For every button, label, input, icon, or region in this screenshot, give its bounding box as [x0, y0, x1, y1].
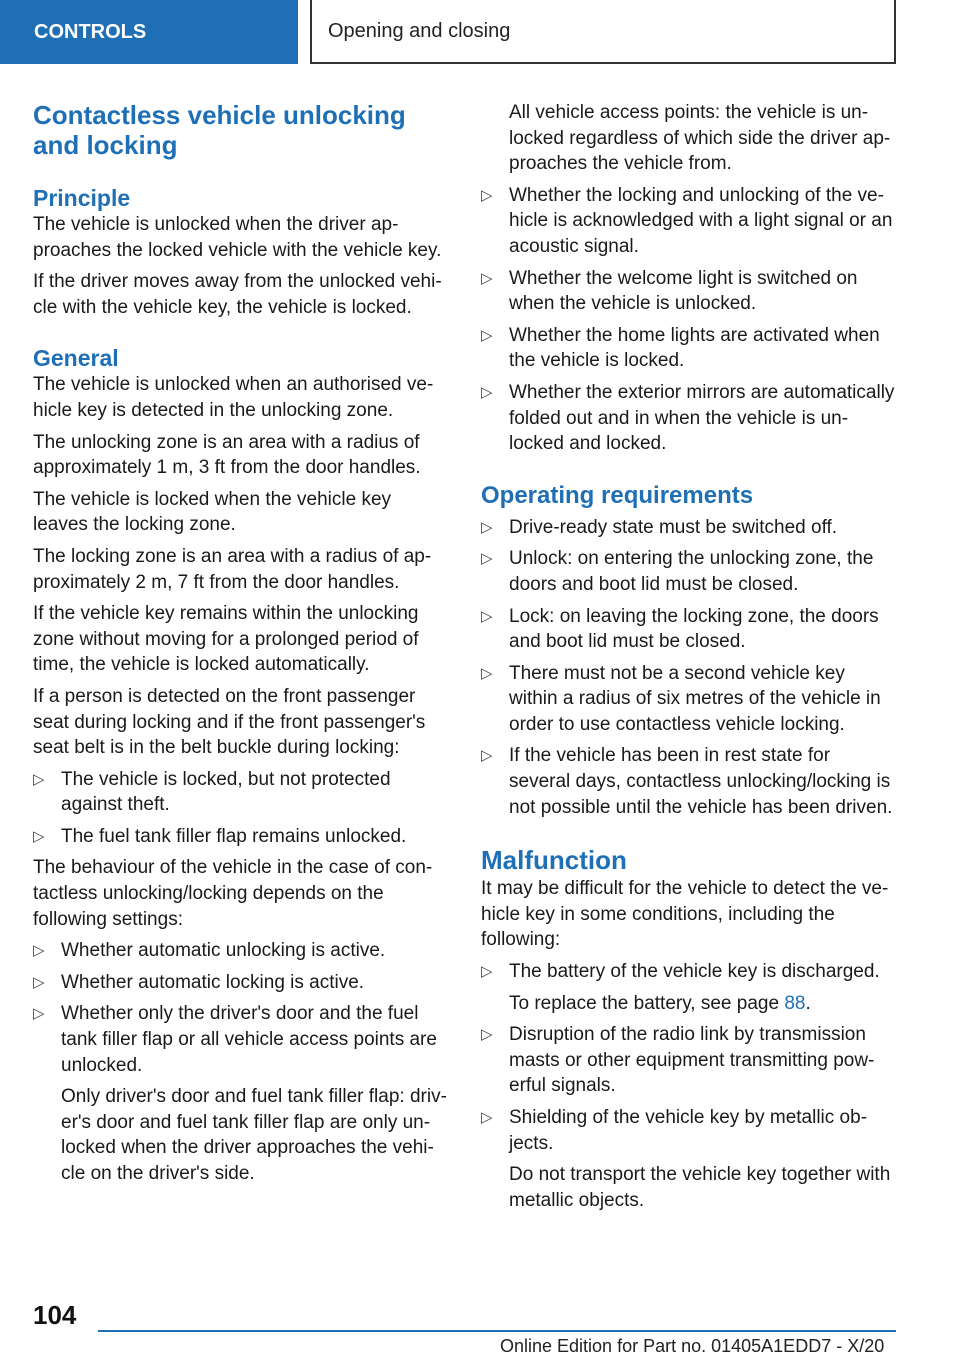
list-item-text: Whether the locking and unlocking of the ve-hicle is acknowledged with a light signal or an acoustic signal. [509, 184, 893, 257]
list-item [481, 1105, 896, 1213]
list-item-text: Whether the welcome light is switched on when the vehicle is unlocked. [509, 267, 858, 315]
list-item-text: Whether automatic locking is active. [61, 971, 365, 993]
general-paragraph-1: The vehicle is unlocked when an authorised ve-hicle key is detected in the unlocking zone. [33, 374, 434, 421]
page-title: Contactless vehicle unlocking and locking [33, 100, 406, 160]
list-item [33, 1001, 448, 1078]
triangle-right-icon: ▷ [481, 186, 493, 204]
general-paragraph-7: The behaviour of the vehicle in the case of con-tactless unlocking/locking depends on the following settings: [33, 857, 433, 930]
triangle-right-icon: ▷ [33, 973, 45, 991]
malfunction-paragraph: It may be difficult for the vehicle to detect the ve-hicle key in some conditions, including the following: [481, 878, 889, 951]
list-item-text: The fuel tank filler flap remains unlocked. [61, 825, 407, 847]
general-paragraph-6: If a person is detected on the front passenger seat during locking and if the front passenger's seat belt is in the belt buckle during locking: [33, 685, 426, 759]
list-item-text: Shielding of the vehicle key by metallic ob-jects. [509, 1107, 868, 1154]
triangle-right-icon: ▷ [481, 383, 493, 401]
list-item-text: Whether only the driver's door and the fuel tank filler flap or all vehicle access points are unlocked. [61, 1003, 437, 1076]
page-header [0, 0, 960, 66]
triangle-right-icon: ▷ [481, 550, 493, 568]
malfunction-list [481, 959, 896, 1213]
list-item-text: Lock: on leaving the locking zone, the doors and boot lid must be closed. [509, 605, 879, 653]
triangle-right-icon: ▷ [481, 1026, 493, 1044]
triangle-right-icon: ▷ [481, 963, 493, 981]
chapter-tab [310, 0, 896, 64]
list-item-text: Drive-ready state must be switched off. [509, 516, 838, 538]
shielding-note: Do not transport the vehicle key together with metallic objects. [509, 1164, 891, 1211]
triangle-right-icon: ▷ [33, 827, 45, 845]
section-tab [0, 0, 298, 64]
list-item-text: Disruption of the radio link by transmission masts or other equipment transmitting pow-erful signals. [509, 1024, 875, 1097]
chapter-label: Opening and closing [328, 19, 511, 42]
general-heading: General [33, 345, 119, 372]
footer-divider [98, 1330, 896, 1332]
list-item [481, 380, 896, 457]
list-item-text: The vehicle is locked, but not protected against theft. [61, 768, 391, 816]
list-item [481, 604, 896, 655]
left-column [33, 100, 448, 1193]
list-item [481, 183, 896, 260]
triangle-right-icon: ▷ [481, 269, 493, 287]
battery-note [509, 991, 896, 1017]
triangle-right-icon: ▷ [481, 326, 493, 344]
list-item-text: If the vehicle has been in rest state for several days, contactless unlocking/locking is not possible until the vehicle has been driven. [509, 745, 893, 818]
list-item [481, 546, 896, 597]
principle-paragraph-2: If the driver moves away from the unlocked vehi-cle with the vehicle key, the vehicle is locked. [33, 271, 442, 318]
list-item [481, 323, 896, 374]
general-paragraph-2: The unlocking zone is an area with a radius of approximately 1 m, 3 ft from the door handles. [33, 431, 421, 479]
list-item [481, 661, 896, 738]
list-item [33, 938, 448, 964]
list-item-text: Whether the home lights are activated when the vehicle is locked. [509, 324, 880, 372]
battery-note-suffix: . [805, 992, 811, 1014]
list-item [481, 959, 896, 1016]
right-column [481, 100, 896, 1219]
operating-requirements-heading: Operating requirements [481, 481, 754, 509]
list-item [33, 767, 448, 818]
section-label: CONTROLS [34, 20, 147, 43]
list-item-text: There must not be a second vehicle key within a radius of six metres of the vehicle in order to use contactless vehicle locking. [509, 662, 881, 735]
general-paragraph-5: If the vehicle key remains within the unlocking zone without moving for a prolonged period of time, the vehicle is locked automatically. [33, 603, 419, 676]
list-item-text: The battery of the vehicle key is discharged. [509, 961, 880, 983]
list-item [481, 266, 896, 317]
general-paragraph-3: The vehicle is locked when the vehicle key leaves the locking zone. [33, 488, 392, 536]
triangle-right-icon: ▷ [481, 1109, 493, 1126]
page-number: 104 [33, 1300, 77, 1330]
triangle-right-icon: ▷ [481, 664, 493, 682]
passenger-list [33, 767, 448, 850]
triangle-right-icon: ▷ [481, 747, 493, 765]
principle-heading: Principle [33, 185, 131, 211]
list-item-text: Whether automatic unlocking is active. [61, 940, 386, 962]
list-item [33, 970, 448, 996]
page-reference-link[interactable]: 88 [784, 992, 806, 1014]
settings-note-2: All vehicle access points: the vehicle is un-locked regardless of which side the driver ap-proaches the vehicle from. [509, 102, 891, 175]
principle-paragraph-1: The vehicle is unlocked when the driver ap-proaches the locked vehicle with the vehicle key. [33, 214, 442, 261]
triangle-right-icon: ▷ [481, 607, 493, 625]
edition-label: Online Edition for Part no. 01405A1EDD7 - X/20 [500, 1336, 885, 1356]
triangle-right-icon: ▷ [33, 1005, 45, 1023]
list-item-text: Whether the exterior mirrors are automatically folded out and in when the vehicle is un-locked and locked. [509, 381, 895, 455]
operating-list [481, 515, 896, 821]
general-paragraph-4: The locking zone is an area with a radius of ap-proximately 2 m, 7 ft from the door handles. [33, 545, 432, 593]
settings-note: Only driver's door and fuel tank filler flap: driv-er's door and fuel tank filler flap are only un-locked when the driver approaches the vehi-cle on the driver's side. [61, 1086, 447, 1184]
list-item-text: Unlock: on entering the unlocking zone, the doors and boot lid must be closed. [509, 548, 874, 595]
list-item [481, 1022, 896, 1099]
settings-list-2 [481, 183, 896, 457]
list-item [481, 743, 896, 820]
list-item [33, 824, 448, 850]
triangle-right-icon: ▷ [33, 942, 45, 960]
settings-list [33, 938, 448, 1078]
triangle-right-icon: ▷ [481, 518, 493, 536]
triangle-right-icon: ▷ [33, 770, 45, 788]
battery-note-prefix: To replace the battery, see page [509, 992, 785, 1014]
list-item [481, 515, 896, 541]
malfunction-heading: Malfunction [481, 845, 627, 876]
